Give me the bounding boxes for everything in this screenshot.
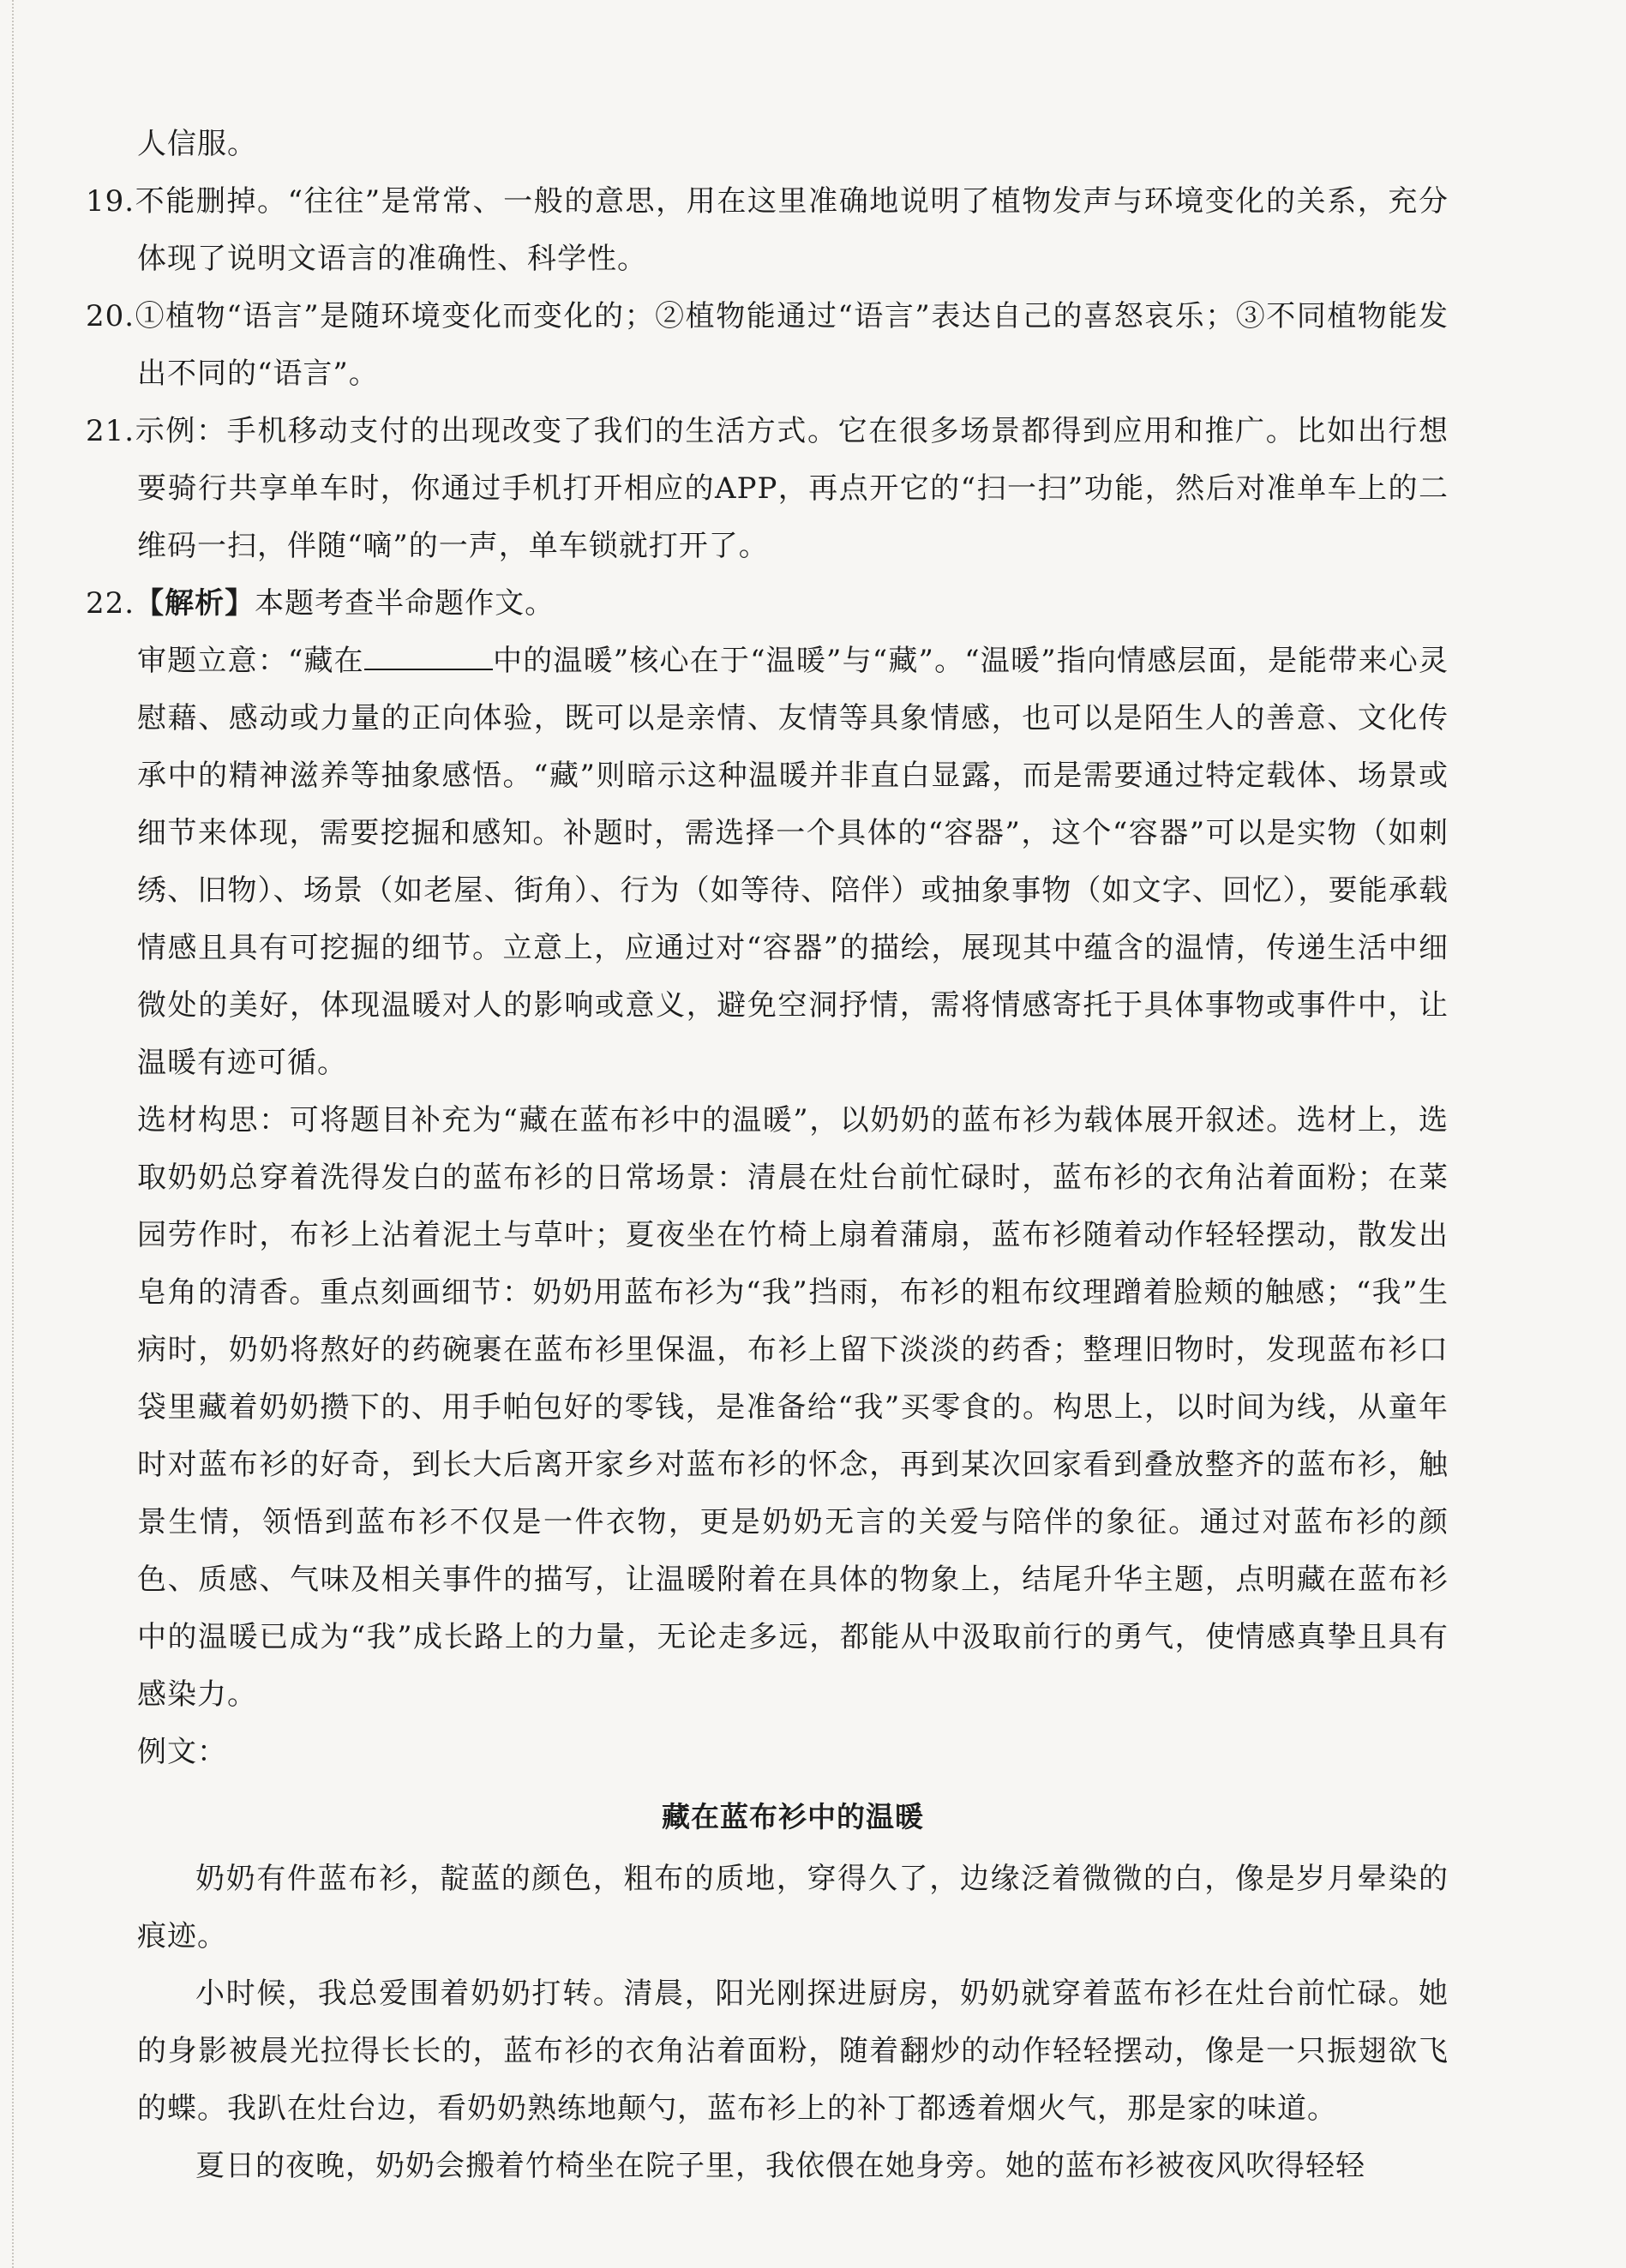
- answer-22-number: 22.: [86, 586, 135, 621]
- answer-22-heading: [86, 575, 1449, 633]
- analysis-tag: 【解析】: [135, 586, 255, 621]
- topic-analysis-start: 审题立意：“藏在: [137, 644, 364, 678]
- essay-paragraph-1: 奶奶有件蓝布衫，靛蓝的颜色，粗布的质地，穿得久了，边缘泛着微微的白，像是岁月晕染的痕迹。: [137, 1862, 1449, 1953]
- answer-19: 19.不能删掉。“往往”是常常、一般的意思，用在这里准确地说明了植物发声与环境变化的关系，充分体现了说明文语言的准确性、科学性。: [86, 184, 1449, 276]
- binding-margin-line: [12, 0, 14, 2268]
- answer-21: 21.示例：手机移动支付的出现改变了我们的生活方式。它在很多场景都得到应用和推广。比如出行想要骑行共享单车时，你通过手机打开相应的APP，再点开它的“扫一扫”功能，然后对准单车上的二维码一扫，伴随“嘀”的一声，单车锁就打开了。: [86, 414, 1449, 563]
- answer-page: [86, 116, 1449, 2195]
- title-blank: [364, 643, 493, 670]
- topic-analysis-rest: 中的温暖”核心在于“温暖”与“藏”。“温暖”指向情感层面，是能带来心灵慰藉、感动或力量的正向体验，既可以是亲情、友情等具象情感，也可以是陌生人的善意、文化传承中的精神滋养等抽象感悟。“藏”则暗示这种温暖并非直白显露，而是需要通过特定载体、场景或细节来体现，需要挖掘和感知。补题时，需选择一个具体的“容器”，这个“容器”可以是实物（如刺绣、旧物）、场景（如老屋、街角）、行为（如等待、陪伴）或抽象事物（如文字、回忆），要能承载情感且具有可挖掘的细节。立意上，应通过对“容器”的描绘，展现其中蕴含的温情，传递生活中细微处的美好，体现温暖对人的影响或意义，避免空洞抒情，需将情感寄托于具体事物或事件中，让温暖有迹可循。: [137, 644, 1449, 1080]
- essay-paragraph-3: 夏日的夜晚，奶奶会搬着竹椅坐在院子里，我依偎在她身旁。她的蓝布衫被夜风吹得轻轻: [195, 2149, 1365, 2183]
- topic-analysis: [86, 633, 1449, 1092]
- answer-22-intro: 本题考查半命题作文。: [255, 586, 555, 621]
- answer-20: 20.①植物“语言”是随环境变化而变化的；②植物能通过“语言”表达自己的喜怒哀乐；③不同植物能发出不同的“语言”。: [86, 299, 1449, 391]
- prev-answer-end: 人信服。: [137, 127, 257, 161]
- material-conception: 选材构思：可将题目补充为“藏在蓝布衫中的温暖”，以奶奶的蓝布衫为载体展开叙述。选材上，选取奶奶总穿着洗得发白的蓝布衫的日常场景：清晨在灶台前忙碌时，蓝布衫的衣角沾着面粉；在菜园劳作时，布衫上沾着泥土与草叶；夏夜坐在竹椅上扇着蒲扇，蓝布衫随着动作轻轻摆动，散发出皂角的清香。重点刻画细节：奶奶用蓝布衫为“我”挡雨，布衫的粗布纹理蹭着脸颊的触感；“我”生病时，奶奶将熬好的药碗裹在蓝布衫里保温，布衫上留下淡淡的药香；整理旧物时，发现蓝布衫口袋里藏着奶奶攒下的、用手帕包好的零钱，是准备给“我”买零食的。构思上，以时间为线，从童年时对蓝布衫的好奇，到长大后离开家乡对蓝布衫的怀念，再到某次回家看到叠放整齐的蓝布衫，触景生情，领悟到蓝布衫不仅是一件衣物，更是奶奶无言的关爱与陪伴的象征。通过对蓝布衫的颜色、质感、气味及相关事件的描写，让温暖附着在具体的物象上，结尾升华主题，点明藏在蓝布衫中的温暖已成为“我”成长路上的力量，无论走多远，都能从中汲取前行的勇气，使情感真挚且具有感染力。: [137, 1103, 1449, 1712]
- essay-paragraph-2: 小时候，我总爱围着奶奶打转。清晨，阳光刚探进厨房，奶奶就穿着蓝布衫在灶台前忙碌。她的身影被晨光拉得长长的，蓝布衫的衣角沾着面粉，随着翻炒的动作轻轻摆动，像是一只振翅欲飞的蝶。我趴在灶台边，看奶奶熟练地颠勺，蓝布衫上的补丁都透着烟火气，那是家的味道。: [137, 1977, 1449, 2126]
- essay-title: 藏在蓝布衫中的温暖: [662, 1800, 924, 1833]
- sample-essay-label: 例文：: [137, 1735, 227, 1769]
